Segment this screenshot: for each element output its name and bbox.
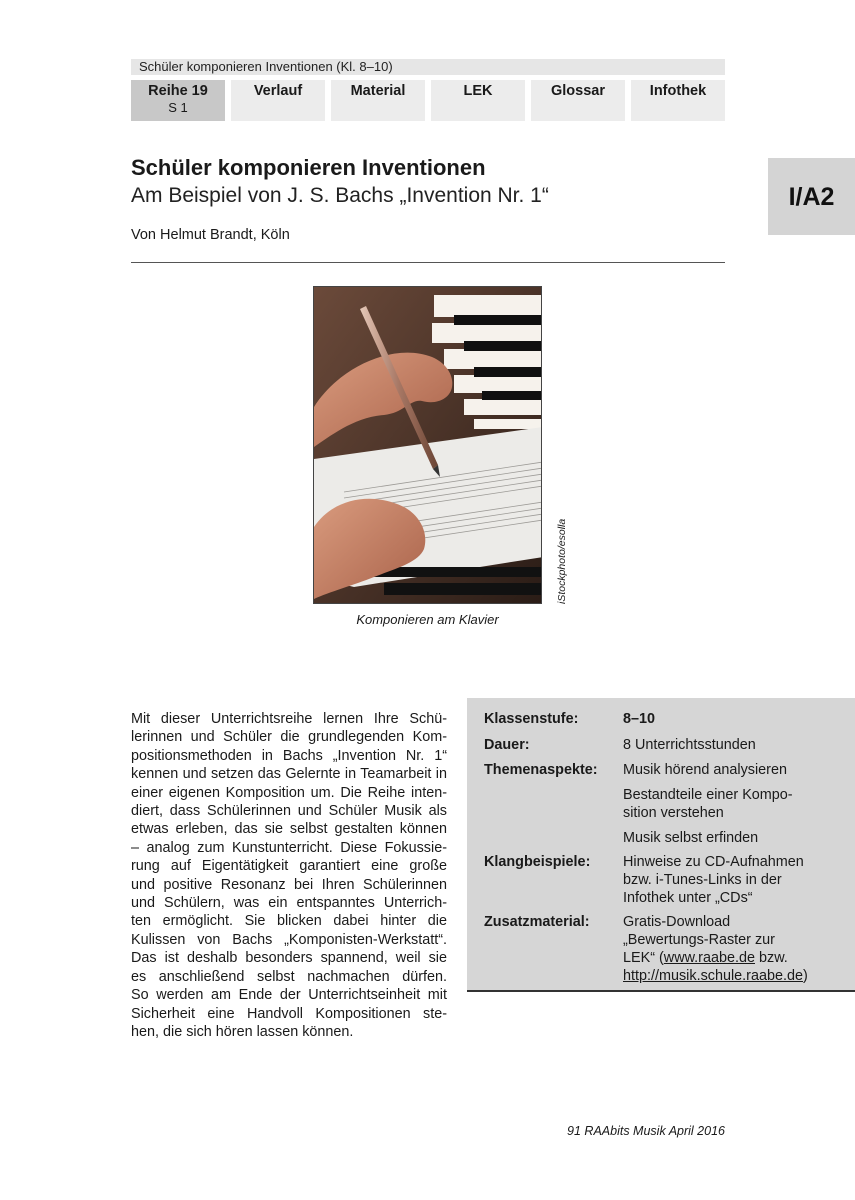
intro-line: rung auf Eigentätigkeit garantiert eine große xyxy=(131,858,447,875)
intro-line: positionsmethoden in Bachs „Invention Nr. 1“ xyxy=(131,747,447,764)
intro-line: es anschließend selbst nachmachen dürfen. xyxy=(131,968,447,985)
intro-paragraph xyxy=(131,710,447,1041)
intro-line: etwas erleben, das sie selbst gestalten können xyxy=(131,821,447,838)
title-divider xyxy=(131,262,725,263)
intro-line: So werden am Ende der Unterrichtseinheit mit xyxy=(131,987,447,1004)
info-value xyxy=(623,967,838,985)
tab-material[interactable]: Material xyxy=(331,80,425,121)
info-value: 8 Unterrichtsstunden xyxy=(623,737,756,753)
intro-line: und Schülern, was ein entspanntes Unterrich- xyxy=(131,895,447,912)
tab-reihe-label: Reihe 19 xyxy=(148,83,208,99)
intro-line: Das ist deshalb besonders spannend, weil sie xyxy=(131,950,447,967)
photo-caption: Komponieren am Klavier xyxy=(356,612,499,627)
info-text: bzw. xyxy=(755,950,788,966)
author-line: Von Helmut Brandt, Köln xyxy=(131,227,290,243)
intro-line: – analog zum Kunstunterricht. Diese Fokussie- xyxy=(131,839,447,856)
overview-infobox xyxy=(467,698,855,992)
series-title-bar: Schüler komponieren Inventionen (Kl. 8–10) xyxy=(131,59,725,75)
info-label: Klangbeispiele: xyxy=(484,854,591,870)
hero-photo xyxy=(313,286,542,604)
info-value: Gratis-Download xyxy=(623,914,731,930)
info-value: Hinweise zu CD-Aufnahmen xyxy=(623,854,804,870)
intro-line: diert, dass Schülerinnen und Schüler Musik als xyxy=(131,803,447,820)
info-value: 8–10 xyxy=(623,711,656,727)
info-value: Musik hörend analysieren xyxy=(623,762,787,778)
info-value: bzw. i-Tunes-Links in der xyxy=(623,872,782,888)
info-text: ) xyxy=(802,968,808,984)
info-label: Themenaspekte: xyxy=(484,762,598,778)
info-value: sition verstehen xyxy=(623,805,724,821)
tab-reihe-page: S 1 xyxy=(168,100,188,115)
info-value: Infothek unter „CDs“ xyxy=(623,890,753,906)
raabe-link[interactable]: www.raabe.de xyxy=(663,950,755,966)
tab-reihe xyxy=(131,80,225,121)
page-footer: 91 RAAbits Musik April 2016 xyxy=(567,1124,725,1138)
intro-line: Kulissen von Bachs „Komponisten-Werkstatt“. xyxy=(131,931,447,948)
info-label: Dauer: xyxy=(484,737,530,753)
intro-line: einer eigenen Komposition um. Die Reihe inten- xyxy=(131,784,447,801)
info-value xyxy=(623,949,838,967)
intro-line: ten ermöglicht. Sie blicken dabei hinter die xyxy=(131,913,447,930)
info-text: LEK“ ( xyxy=(623,950,664,966)
info-value: Musik selbst erfinden xyxy=(623,830,759,846)
info-value: „Bewertungs-Raster zur xyxy=(623,932,775,948)
photo-credit: iStockphoto/esolla xyxy=(556,518,568,604)
intro-line: hen, die sich hören lassen können. xyxy=(131,1023,354,1040)
tab-infothek[interactable]: Infothek xyxy=(631,80,725,121)
info-label: Klassenstufe: xyxy=(484,711,579,727)
musik-schule-link[interactable]: http://musik.schule.raabe.de xyxy=(623,968,803,984)
intro-line: Sicherheit eine Handvoll Kompositionen ste- xyxy=(131,1005,447,1022)
tab-lek[interactable]: LEK xyxy=(431,80,525,121)
page-subtitle: Am Beispiel von J. S. Bachs „Invention Nr. 1“ xyxy=(131,184,549,207)
chapter-tab: I/A2 xyxy=(768,158,855,235)
info-label: Zusatzmaterial: xyxy=(484,914,590,930)
intro-line: und positive Resonanz bei Ihren Schülerinnen xyxy=(131,876,447,893)
intro-line: lerinnen und Schüler die grundlegenden Kom- xyxy=(131,729,447,746)
tab-verlauf[interactable]: Verlauf xyxy=(231,80,325,121)
tab-glossar[interactable]: Glossar xyxy=(531,80,625,121)
page-title: Schüler komponieren Inventionen xyxy=(131,155,486,180)
info-value: Bestandteile einer Kompo- xyxy=(623,787,793,803)
intro-line: kennen und setzen das Gelernte in Teamarbeit in xyxy=(131,766,447,783)
intro-line: Mit dieser Unterrichtsreihe lernen Ihre Schü- xyxy=(131,711,447,727)
